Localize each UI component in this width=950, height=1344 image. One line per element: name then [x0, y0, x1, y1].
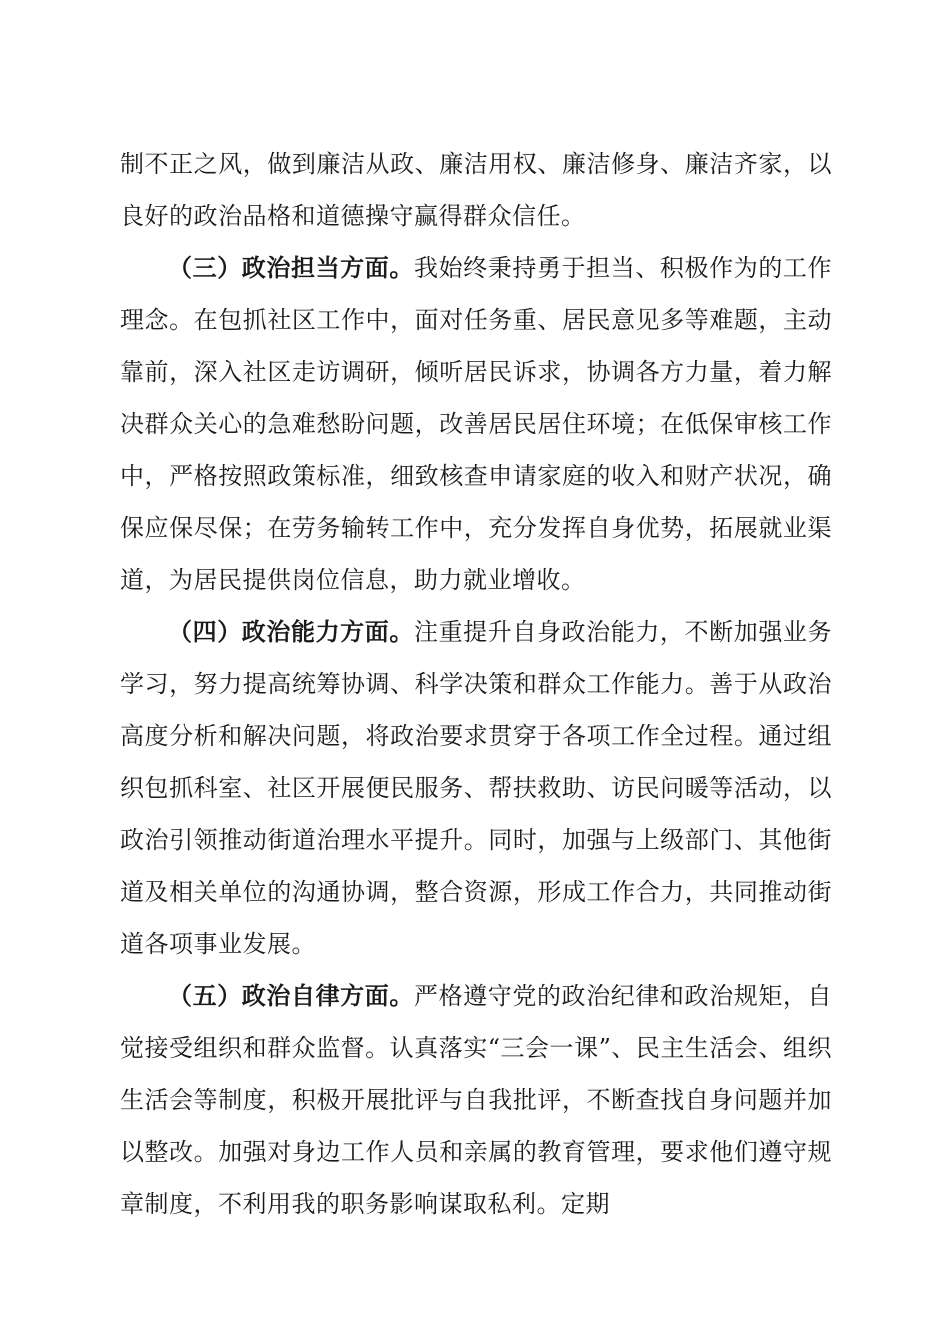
paragraph-text: 我始终秉持勇于担当、积极作为的工作理念。在包抓社区工作中，面对任务重、居民意见多等难题，主动靠前，深入社区走访调研，倾听居民诉求，协调各方力量，着力解决群众关心的急难愁盼问题，改善居民居住环境；在低保审核工作中，严格按照政策标准，细致核查申请家庭的收入和财产状况，确保应保尽保；在劳务输转工作中，充分发挥自身优势，拓展就业渠道，为居民提供岗位信息，助力就业增收。	[120, 254, 833, 594]
paragraph-text: 注重提升自身政治能力，不断加强业务学习，努力提高统筹协调、科学决策和群众工作能力。善于从政治高度分析和解决问题，将政治要求贯穿于各项工作全过程。通过组织包抓科室、社区开展便民服务、帮扶救助、访民问暖等活动，以政治引领推动街道治理水平提升。同时，加强与上级部门、其他街道及相关单位的沟通协调，整合资源，形成工作合力，共同推动街道各项事业发展。	[120, 618, 833, 958]
document-body	[120, 138, 832, 1230]
paragraph-text: 严格遵守党的政治纪律和政治规矩，自觉接受组织和群众监督。认真落实“三会一课”、民主生活会、组织生活会等制度，积极开展批评与自我批评，不断查找自身问题并加以整改。加强对身边工作人员和亲属的教育管理，要求他们遵守规章制度，不利用我的职务影响谋取私利。定期	[120, 982, 833, 1218]
section-heading: （四）政治能力方面。	[168, 617, 414, 646]
section-heading: （三）政治担当方面。	[168, 253, 414, 282]
paragraph-political-responsibility	[120, 242, 832, 606]
section-heading: （五）政治自律方面。	[168, 981, 414, 1010]
paragraph-text: 制不正之风，做到廉洁从政、廉洁用权、廉洁修身、廉洁齐家，以良好的政治品格和道德操守赢得群众信任。	[120, 150, 832, 230]
paragraph-political-ability	[120, 606, 832, 970]
paragraph-continuation	[120, 138, 832, 242]
paragraph-political-self-discipline	[120, 970, 832, 1230]
